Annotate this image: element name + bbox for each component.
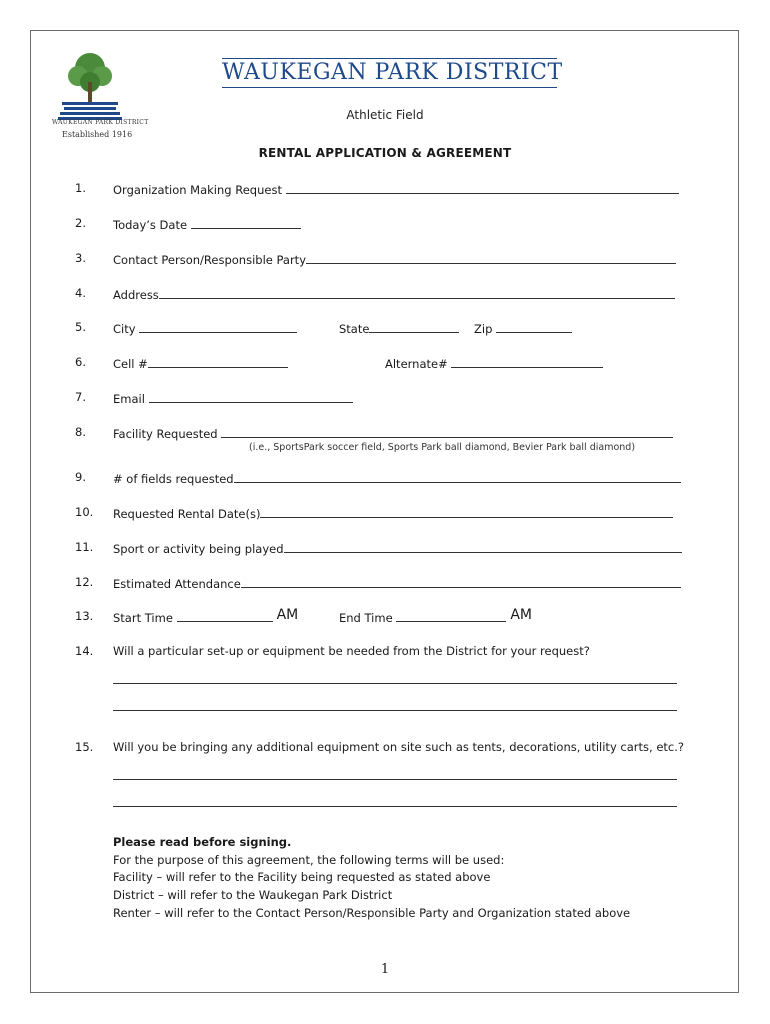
facility-requested-field[interactable] (113, 425, 673, 441)
form-subtitle: Athletic Field (346, 108, 424, 122)
field-label: Zip (474, 322, 493, 336)
alternate-phone-input-line[interactable] (451, 355, 603, 368)
field-label: State (339, 322, 370, 336)
end-time-input-line[interactable] (396, 609, 506, 622)
email-field[interactable] (113, 390, 353, 406)
item-number: 3. (75, 251, 86, 265)
sport-activity-field[interactable] (113, 540, 682, 556)
field-label: Estimated Attendance (113, 577, 241, 591)
item-number: 8. (75, 425, 86, 439)
terms-line: Renter – will refer to the Contact Person/Responsible Party and Organization stated above (113, 905, 631, 920)
zip-field[interactable] (474, 320, 572, 336)
field-label: Alternate# (385, 357, 448, 371)
field-label: City (113, 322, 136, 336)
field-label: Sport or activity being played (113, 542, 284, 556)
terms-title: Please read before signing. (113, 835, 292, 849)
attendance-input-line[interactable] (241, 575, 681, 588)
field-label: Email (113, 392, 145, 406)
end-time-ampm: AM (510, 607, 532, 623)
city-field[interactable] (113, 320, 297, 336)
email-input-line[interactable] (149, 390, 353, 403)
logo-caption: WAUKEGAN PARK DISTRICT (52, 119, 149, 126)
item-number: 7. (75, 390, 86, 404)
start-time-field[interactable] (113, 609, 298, 626)
field-label: Facility Requested (113, 427, 218, 441)
item-number: 15. (75, 740, 94, 754)
alternate-phone-field[interactable] (385, 355, 603, 371)
attendance-field[interactable] (113, 575, 681, 591)
organization-field[interactable] (113, 181, 679, 197)
additional-equipment-answer-line-2[interactable] (113, 806, 677, 807)
field-label: Address (113, 288, 159, 302)
field-label: Start Time (113, 611, 173, 625)
todays-date-field[interactable] (113, 216, 301, 232)
address-input-line[interactable] (159, 286, 675, 299)
field-label: # of fields requested (113, 472, 234, 486)
terms-section (113, 834, 630, 923)
todays-date-input-line[interactable] (191, 216, 301, 229)
field-label: Cell # (113, 357, 148, 371)
contact-person-field[interactable] (113, 251, 676, 267)
cell-input-line[interactable] (148, 355, 288, 368)
rental-dates-input-line[interactable] (260, 505, 673, 518)
item-number: 9. (75, 470, 86, 484)
terms-line: District – will refer to the Waukegan Park District (113, 888, 393, 903)
state-field[interactable] (339, 320, 459, 336)
field-label: Organization Making Request (113, 183, 282, 197)
item-number: 4. (75, 286, 86, 300)
form-heading: RENTAL APPLICATION & AGREEMENT (258, 146, 512, 160)
page-number: 1 (380, 962, 390, 977)
equipment-needed-question: Will a particular set-up or equipment be needed from the District for your request? (113, 644, 590, 658)
logo-established: Established 1916 (62, 130, 133, 139)
organization-input-line[interactable] (286, 181, 679, 194)
field-label: Requested Rental Date(s) (113, 507, 261, 521)
brand-wordmark (222, 58, 563, 88)
item-number: 11. (75, 540, 94, 554)
item-number: 2. (75, 216, 86, 230)
item-number: 12. (75, 575, 94, 589)
equipment-needed-answer-line-2[interactable] (113, 710, 677, 711)
terms-line: Facility – will refer to the Facility being requested as stated above (113, 870, 491, 885)
field-label: Contact Person/Responsible Party (113, 253, 307, 267)
facility-requested-input-line[interactable] (221, 425, 673, 438)
fields-count-field[interactable] (113, 470, 681, 486)
start-time-ampm: AM (276, 607, 299, 623)
address-field[interactable] (113, 286, 675, 302)
item-number: 13. (75, 609, 94, 623)
start-time-input-line[interactable] (177, 609, 273, 622)
brand-name: WAUKEGAN PARK DISTRICT (222, 60, 563, 85)
item-number: 1. (75, 181, 86, 195)
rental-dates-field[interactable] (113, 505, 673, 521)
additional-equipment-question: Will you be bringing any additional equipment on site such as tents, decorations, utility carts, etc.? (113, 740, 684, 754)
zip-input-line[interactable] (496, 320, 572, 333)
item-number: 14. (75, 644, 94, 658)
additional-equipment-answer-line-1[interactable] (113, 779, 677, 780)
sport-activity-input-line[interactable] (284, 540, 682, 553)
item-number: 5. (75, 320, 86, 334)
equipment-needed-answer-line-1[interactable] (113, 683, 677, 684)
brand-rule-top (222, 58, 557, 59)
brand-rule-bottom (222, 87, 557, 88)
cell-field[interactable] (113, 355, 288, 371)
state-input-line[interactable] (369, 320, 459, 333)
park-district-tree-logo (54, 48, 126, 143)
fields-count-input-line[interactable] (234, 470, 681, 483)
terms-line: For the purpose of this agreement, the following terms will be used: (113, 852, 505, 867)
facility-hint: (i.e., SportsPark soccer field, Sports Park ball diamond, Bevier Park ball diamond) (249, 442, 636, 453)
contact-person-input-line[interactable] (306, 251, 676, 264)
item-number: 6. (75, 355, 86, 369)
field-label: Today’s Date (113, 218, 188, 232)
item-number: 10. (75, 505, 94, 519)
field-label: End Time (339, 611, 393, 625)
city-input-line[interactable] (139, 320, 297, 333)
end-time-field[interactable] (339, 609, 532, 626)
